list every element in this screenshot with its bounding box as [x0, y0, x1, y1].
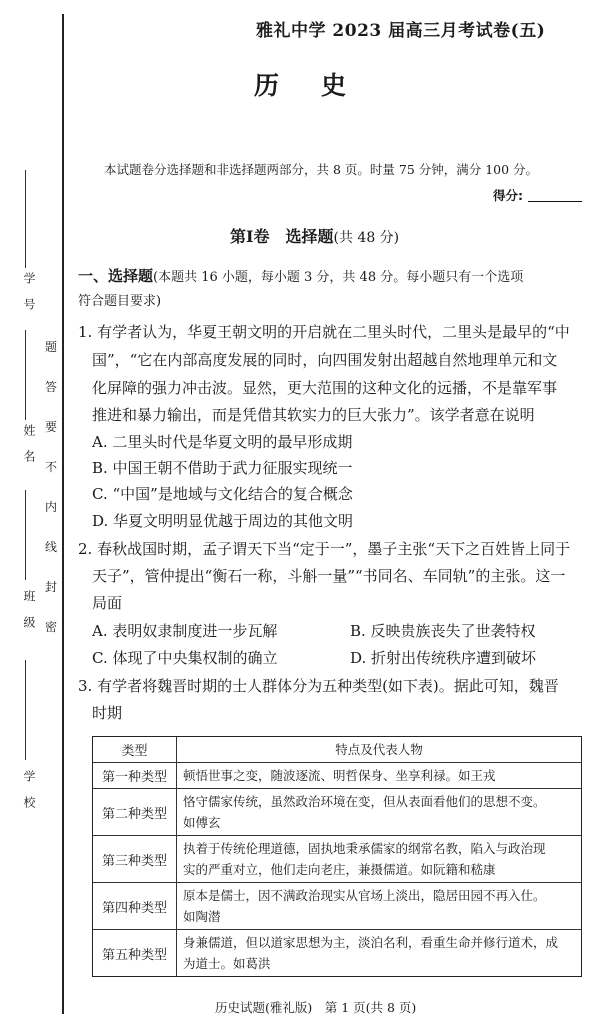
q1-stem-line: 推进和暴力输出，而是凭借其软实力的巨大张力”。该学者意在说明	[92, 406, 535, 424]
q1-option-a: A. 二里头时代是华夏文明的最早形成期	[92, 433, 353, 451]
part-instruction-cont: 符合题目要求)	[78, 294, 162, 309]
q1-stem-line: 化屏障的强力冲击波。显然，更大范围的这种文化的远播，不是靠军事	[92, 379, 558, 397]
description-line: 恪守儒家传统，虽然政治环境在变，但从表面看他们的思想不变。	[183, 794, 546, 809]
description-line: 顿悟世事之变，随波逐流、明哲保身、坐享利禄。如王戎	[183, 768, 496, 783]
q2-option-c: C. 体现了中央集权制的确立	[92, 649, 278, 667]
student-id-line	[25, 170, 26, 268]
type-cell: 第一种类型	[93, 763, 177, 788]
table-row	[93, 835, 581, 882]
q1-stem-line: 国”，“它在内部高度发展的同时，向四围发射出超越自然地理单元和文	[92, 351, 558, 369]
seal-char: 线	[44, 540, 57, 554]
type-cell: 第四种类型	[93, 883, 177, 929]
q2-stem-line: 2. 春秋战国时期，孟子谓天下当“定于一”，墨子主张“天下之百姓皆上同于	[78, 540, 571, 558]
table-row	[93, 929, 581, 976]
q2-option-a: A. 表明奴隶制度进一步瓦解	[92, 622, 278, 640]
seal-char: 内	[44, 500, 57, 514]
part-instruction: (本题共 16 小题，每小题 3 分，共 48 分。每小题只有一个选项	[153, 270, 524, 285]
q2-option-b: B. 反映贵族丧失了世袭特权	[350, 622, 536, 640]
seal-line	[62, 14, 64, 1014]
description-cell	[177, 930, 581, 976]
table-header-row	[93, 737, 581, 762]
school-line	[25, 660, 26, 760]
exam-title: 雅礼中学 2023 届高三月考试卷(五)	[256, 21, 546, 41]
table-row	[93, 788, 581, 835]
description-line: 执着于传统伦理道德，固执地秉承儒家的纲常名教，陷入与政治现	[183, 841, 546, 856]
section-title	[230, 224, 399, 247]
name-label: 姓名	[22, 424, 36, 476]
seal-char: 答	[44, 380, 57, 394]
class-label: 班级	[22, 590, 36, 642]
part-heading-label: 一、选择题	[78, 267, 154, 285]
description-line: 身兼儒道，但以道家思想为主，淡泊名利，看重生命并修行道术，成	[183, 935, 559, 950]
q1-stem-line: 1. 有学者认为，华夏王朝文明的开启就在二里头时代，二里头是最早的“中	[78, 323, 570, 341]
exam-intro: 本试题卷分选择题和非选择题两部分，共 8 页。时量 75 分钟，满分 100 分。	[104, 162, 539, 177]
q2-stem-line: 天子”，管仲提出“衡石一称，斗斛一量”“书同名、车同轨”的主张。这一	[92, 567, 566, 585]
q3-stem-line: 3. 有学者将魏晋时期的士人群体分为五种类型(如下表)。据此可知，魏晋	[78, 677, 559, 695]
q2-option-d: D. 折射出传统秩序遭到破坏	[350, 649, 537, 667]
description-cell	[177, 789, 581, 835]
score-blank	[528, 201, 582, 202]
table-header-cell: 类型	[93, 737, 177, 762]
type-cell: 第五种类型	[93, 930, 177, 976]
class-line	[25, 490, 26, 580]
seal-char: 封	[44, 580, 57, 594]
table-row	[93, 882, 581, 929]
table-row	[93, 762, 581, 788]
q2-stem-line: 局面	[92, 594, 123, 612]
type-cell: 第二种类型	[93, 789, 177, 835]
description-cell	[177, 836, 581, 882]
section-title-text: 第Ⅰ卷 选择题	[230, 227, 334, 246]
q3-stem-line: 时期	[92, 704, 123, 722]
subject-title: 历史	[254, 71, 389, 100]
q1-option-d: D. 华夏文明明显优越于周边的其他文明	[92, 512, 354, 530]
name-line	[25, 330, 26, 420]
part-heading	[78, 266, 523, 288]
description-line: 如陶潜	[183, 909, 221, 924]
score-label: 得分:	[493, 188, 523, 203]
description-line: 实的严重对立，他们走向老庄，兼摄儒道。如阮籍和嵇康	[183, 862, 496, 877]
seal-char: 密	[44, 620, 57, 634]
seal-char: 不	[44, 460, 57, 474]
description-line: 原本是儒士，因不满政治现实从官场上淡出，隐居田园不再入仕。	[183, 888, 546, 903]
description-line: 如傅玄	[183, 815, 221, 830]
seal-char: 要	[44, 420, 57, 434]
q1-option-c: C. “中国”是地域与文化结合的复合概念	[92, 485, 353, 503]
school-label: 学校	[22, 770, 36, 822]
binding-margin	[0, 0, 64, 1026]
seal-char: 题	[44, 340, 57, 354]
page-footer: 历史试题(雅礼版) 第 1 页(共 8 页)	[215, 1000, 417, 1015]
student-id-label: 学号	[22, 272, 36, 324]
type-cell: 第三种类型	[93, 836, 177, 882]
scholar-types-table	[92, 736, 582, 977]
q1-option-b: B. 中国王朝不借助于武力征服实现统一	[92, 459, 353, 477]
section-subtitle: (共 48 分)	[333, 230, 400, 246]
description-cell	[177, 763, 581, 788]
description-cell	[177, 883, 581, 929]
description-line: 为道士。如葛洪	[183, 956, 271, 971]
table-header-cell: 特点及代表人物	[335, 742, 423, 757]
